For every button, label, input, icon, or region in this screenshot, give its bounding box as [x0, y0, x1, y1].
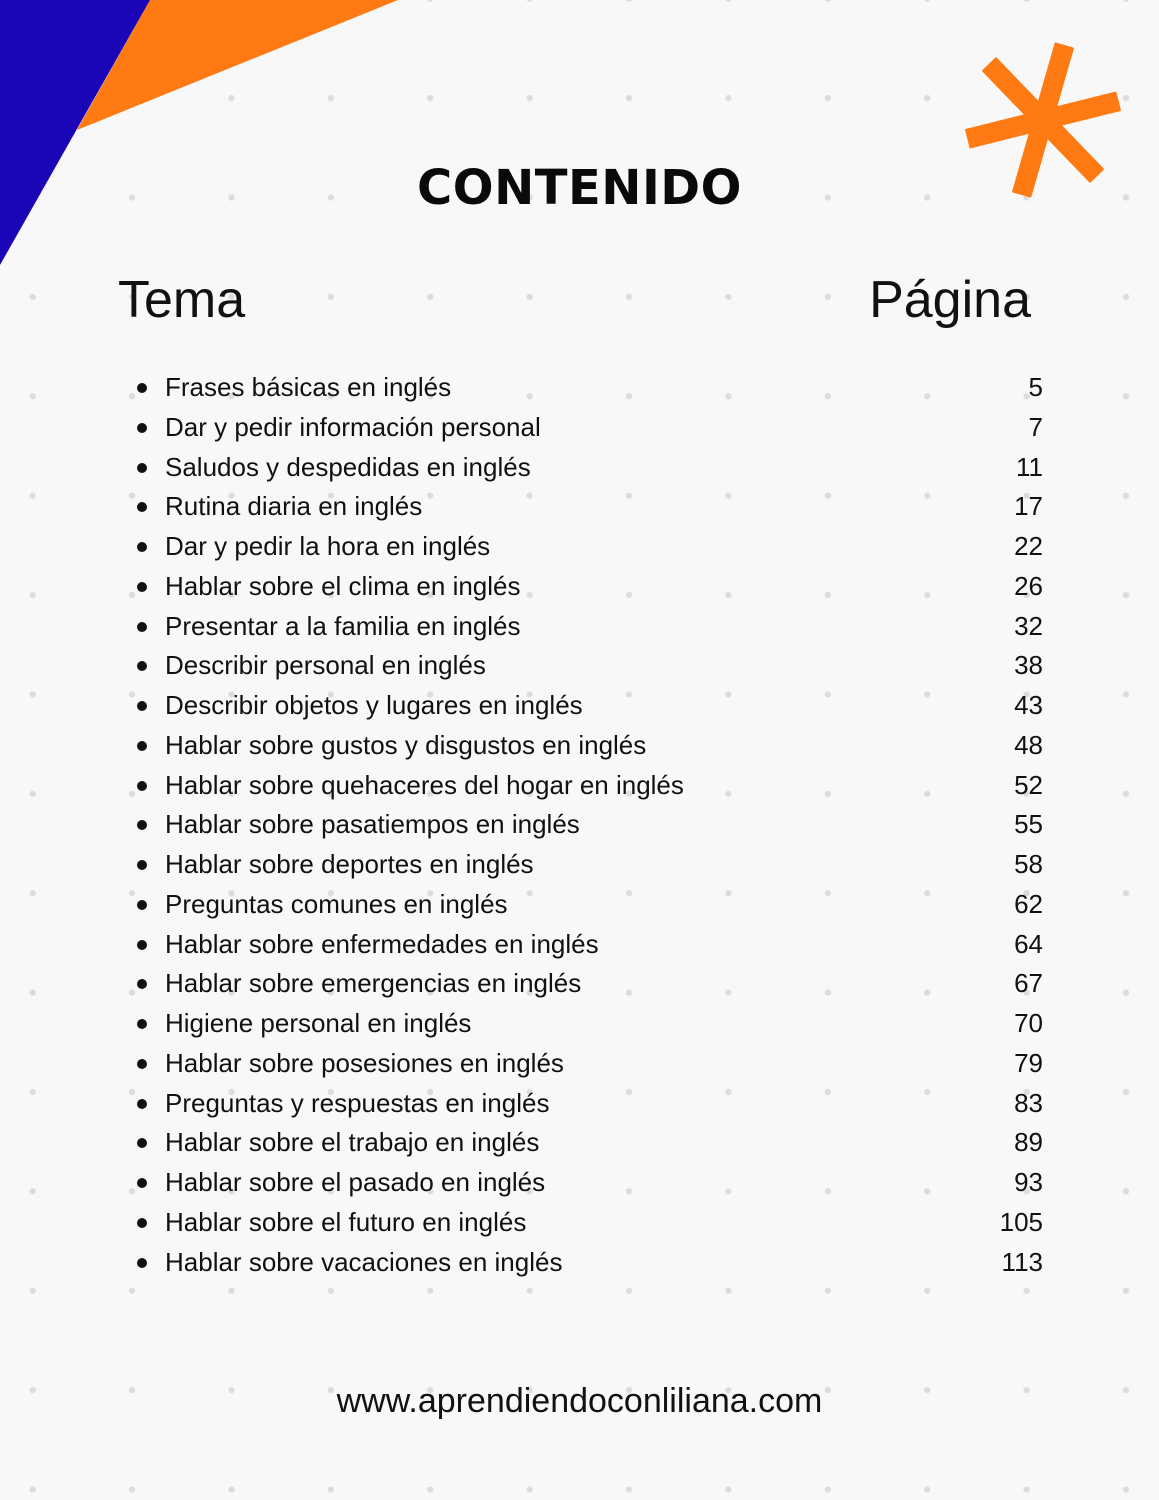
page-title: CONTENIDO — [417, 160, 742, 216]
toc-topic: Describir objetos y lugares en inglés — [165, 690, 583, 720]
bullet-icon — [137, 661, 147, 671]
corner-triangles — [0, 0, 400, 270]
bullet-icon — [137, 979, 147, 989]
toc-page-number: 17 — [1014, 491, 1043, 522]
toc-topic: Frases básicas en inglés — [165, 372, 452, 402]
toc-page-number: 67 — [1014, 968, 1043, 999]
toc-entry — [0, 487, 1159, 527]
toc-entry — [0, 885, 1159, 925]
blue-triangle — [0, 0, 150, 265]
bullet-icon — [137, 383, 147, 393]
toc-page-number: 105 — [999, 1206, 1043, 1237]
toc-topic: Dar y pedir información personal — [165, 411, 541, 442]
toc-page-number: 22 — [1014, 531, 1043, 561]
toc-page-number: 26 — [1014, 570, 1043, 601]
toc-entry — [0, 1123, 1159, 1163]
bullet-icon — [137, 1258, 147, 1268]
bullet-icon — [137, 701, 147, 711]
bullet-icon — [137, 741, 147, 751]
toc-topic: Hablar sobre el trabajo en inglés — [165, 1127, 540, 1158]
toc-page-number: 5 — [1028, 372, 1043, 402]
toc-entry — [0, 726, 1159, 766]
bullet-icon — [137, 542, 147, 552]
toc-entry — [0, 368, 1159, 408]
toc-topic: Hablar sobre pasatiempos en inglés — [165, 809, 580, 840]
bullet-icon — [137, 502, 147, 512]
toc-entry — [0, 1163, 1159, 1203]
bullet-icon — [137, 463, 147, 473]
toc-page-number: 48 — [1014, 729, 1043, 760]
toc-entry — [0, 925, 1159, 965]
toc-page-number: 62 — [1014, 888, 1043, 919]
bullet-icon — [137, 582, 147, 592]
toc-page-number: 55 — [1014, 809, 1043, 840]
toc-page-number: 79 — [1014, 1047, 1043, 1078]
toc-entry — [0, 845, 1159, 885]
bullet-icon — [137, 1059, 147, 1069]
toc-entry — [0, 448, 1159, 488]
bullet-icon — [137, 860, 147, 870]
toc-entry — [0, 607, 1159, 647]
toc-entry — [0, 1203, 1159, 1243]
bullet-icon — [137, 781, 147, 791]
toc-page-number: 38 — [1014, 650, 1043, 681]
toc-page-number: 64 — [1014, 928, 1043, 959]
toc-entry — [0, 964, 1159, 1004]
toc-topic: Hablar sobre emergencias en inglés — [165, 968, 582, 999]
bullet-icon — [137, 1019, 147, 1029]
toc-page-number: 7 — [1028, 411, 1043, 442]
website-url[interactable]: www.aprendiendoconliliana.com — [336, 1382, 823, 1420]
toc-topic: Presentar a la familia en inglés — [165, 610, 521, 641]
toc-entry — [0, 1004, 1159, 1044]
toc-topic: Saludos y despedidas en inglés — [165, 451, 531, 482]
toc-page-number: 32 — [1014, 610, 1043, 641]
toc-page-number: 70 — [1014, 1008, 1043, 1038]
toc-topic: Hablar sobre quehaceres del hogar en inglés — [165, 769, 684, 800]
bullet-icon — [137, 820, 147, 830]
toc-topic: Preguntas y respuestas en inglés — [165, 1087, 550, 1118]
bullet-icon — [137, 900, 147, 910]
toc-entry — [0, 1044, 1159, 1084]
toc-page-number: 83 — [1014, 1087, 1043, 1118]
toc-entry — [0, 805, 1159, 845]
toc-topic: Describir personal en inglés — [165, 650, 486, 681]
toc-topic: Dar y pedir la hora en inglés — [165, 531, 491, 561]
toc-page-number: 58 — [1014, 849, 1043, 879]
bullet-icon — [137, 1099, 147, 1109]
bullet-icon — [137, 1218, 147, 1228]
toc-entry — [0, 527, 1159, 567]
toc-topic: Hablar sobre el pasado en inglés — [165, 1167, 546, 1197]
bullet-icon — [137, 1138, 147, 1148]
toc-topic: Hablar sobre el futuro en inglés — [165, 1206, 527, 1237]
toc-topic: Hablar sobre posesiones en inglés — [165, 1047, 564, 1078]
toc-topic: Hablar sobre el clima en inglés — [165, 570, 521, 601]
toc-entry — [0, 646, 1159, 686]
toc-topic: Preguntas comunes en inglés — [165, 888, 508, 919]
toc-entry — [0, 686, 1159, 726]
bullet-icon — [137, 940, 147, 950]
topic-column-header: Tema — [118, 271, 246, 329]
toc-page-number: 52 — [1014, 769, 1043, 800]
toc-topic: Hablar sobre vacaciones en inglés — [165, 1246, 563, 1277]
toc-entry — [0, 408, 1159, 448]
toc-topic: Rutina diaria en inglés — [165, 491, 423, 522]
toc-entry — [0, 766, 1159, 806]
toc-topic: Hablar sobre gustos y disgustos en inglés — [165, 729, 647, 760]
table-of-contents — [0, 368, 1159, 1282]
toc-topic: Higiene personal en inglés — [165, 1008, 472, 1038]
toc-entry — [0, 1084, 1159, 1124]
page-column-header: Página — [869, 271, 1031, 329]
bullet-icon — [137, 423, 147, 433]
toc-page-number: 89 — [1014, 1127, 1043, 1158]
toc-page-number: 11 — [1016, 451, 1043, 482]
toc-entry — [0, 1243, 1159, 1283]
toc-entry — [0, 567, 1159, 607]
bullet-icon — [137, 622, 147, 632]
bullet-icon — [137, 1178, 147, 1188]
toc-page-number: 93 — [1014, 1167, 1043, 1197]
toc-page-number: 113 — [1001, 1246, 1043, 1277]
toc-page-number: 43 — [1014, 690, 1043, 720]
toc-topic: Hablar sobre enfermedades en inglés — [165, 928, 599, 959]
toc-topic: Hablar sobre deportes en inglés — [165, 849, 534, 879]
